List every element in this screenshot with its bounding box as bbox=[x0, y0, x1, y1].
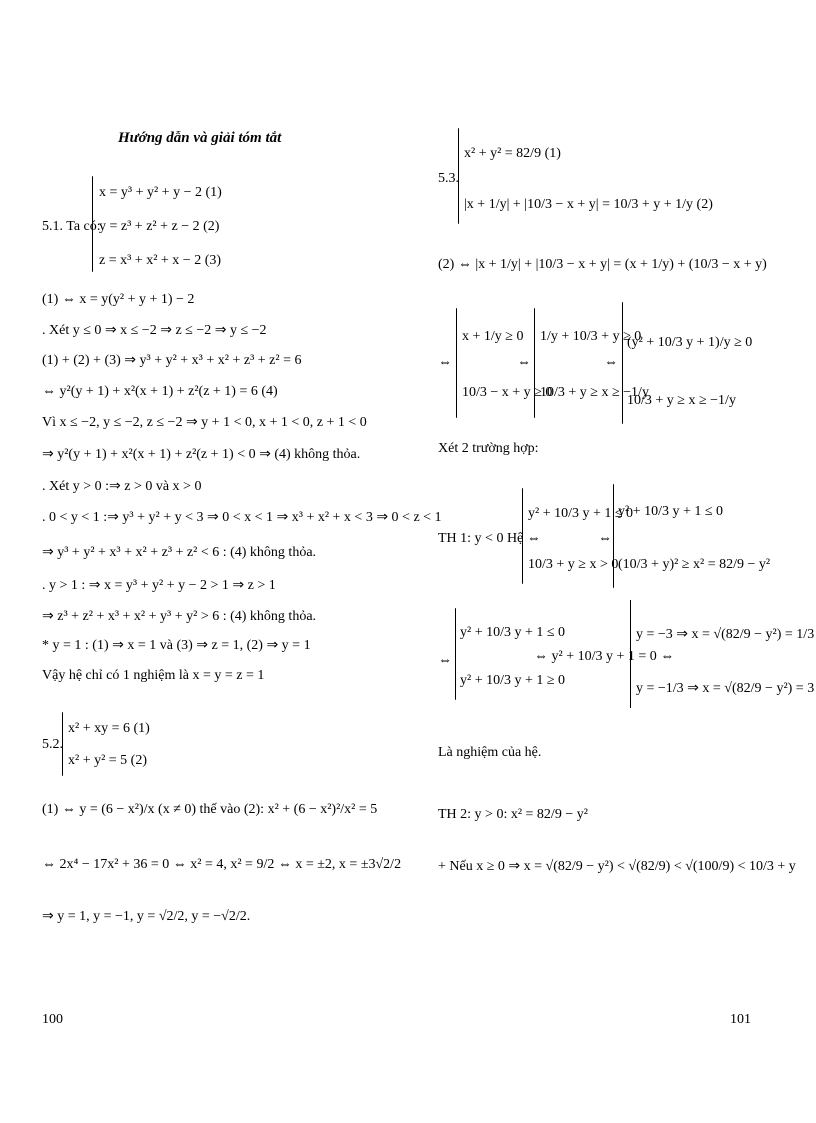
case-label: TH 2: y > 0: x² = 82/9 − y² bbox=[438, 807, 588, 822]
problem-5-1-label: 5.1. Ta có: bbox=[42, 219, 101, 234]
solution-line: ⇒ y²(y + 1) + x²(x + 1) + z²(z + 1) < 0 ⇒ (4) không thỏa. bbox=[42, 447, 361, 462]
system-eq: 10/3 + y ≥ x ≥ −1/y bbox=[540, 385, 649, 400]
solution-line: (1) ⇔ y = (6 − x²)/x (x ≠ 0) thế vào (2): x² + (6 − x²)²/x² = 5 bbox=[42, 802, 378, 817]
solution-line: + Nếu x ≥ 0 ⇒ x = √(82/9 − y²) < √(82/9) < √(100/9) < 10/3 + y bbox=[438, 859, 796, 874]
solution-line: ⇒ y = 1, y = −1, y = √2/2, y = −√2/2. bbox=[42, 909, 251, 924]
system-brace bbox=[534, 308, 535, 418]
system-brace bbox=[92, 176, 93, 272]
system-brace bbox=[458, 128, 459, 224]
system-brace bbox=[622, 302, 623, 424]
system-eq: x + 1/y ≥ 0 bbox=[462, 329, 524, 344]
system-eq: (10/3 + y)² ≥ x² = 82/9 − y² bbox=[618, 557, 771, 572]
section-line: Xét 2 trường hợp: bbox=[438, 441, 539, 456]
system-eq: y² + 10/3 y + 1 ≤ 0 bbox=[528, 506, 634, 521]
system-eq: |x + 1/y| + |10/3 − x + y| = 10/3 + y + 1/y (2) bbox=[464, 197, 713, 212]
solution-line: . Xét y ≤ 0 ⇒ x ≤ −2 ⇒ z ≤ −2 ⇒ y ≤ −2 bbox=[42, 323, 267, 338]
solution-line: ⇔ y²(y + 1) + x²(x + 1) + z²(z + 1) = 6 (4) bbox=[42, 384, 278, 399]
system-eq: 1/y + 10/3 + y ≥ 0 bbox=[540, 329, 642, 344]
system-eq: (y² + 10/3 y + 1)/y ≥ 0 bbox=[627, 335, 753, 350]
solution-case: y = −3 ⇒ x = √(82/9 − y²) = 1/3 bbox=[636, 627, 815, 642]
equivalence-symbol: ⇔ bbox=[438, 653, 452, 668]
case-label: TH 1: y < 0 Hệ ⇔ bbox=[438, 531, 541, 546]
equation-line: (2) ⇔ |x + 1/y| + |10/3 − x + y| = (x + 1/y) + (10/3 − x + y) bbox=[438, 257, 767, 272]
equivalence-symbol: ⇔ bbox=[598, 531, 612, 546]
solution-line: ⇒ y³ + y² + x³ + x² + z³ + z² < 6 : (4) không thỏa. bbox=[42, 545, 317, 560]
system-eq: y = z³ + z² + z − 2 (2) bbox=[99, 219, 220, 234]
problem-5-2-label: 5.2. bbox=[42, 737, 63, 752]
conclusion-line: Là nghiệm của hệ. bbox=[438, 745, 542, 760]
system-brace bbox=[456, 308, 457, 418]
system-brace bbox=[522, 488, 523, 584]
system-eq: y² + 10/3 y + 1 ≥ 0 bbox=[460, 673, 566, 688]
solution-line: . y > 1 : ⇒ x = y³ + y² + y − 2 > 1 ⇒ z > 1 bbox=[42, 578, 276, 593]
equivalence-symbol: ⇔ bbox=[604, 355, 618, 370]
system-eq: 10/3 + y ≥ x > 0 bbox=[528, 557, 619, 572]
equation-line: ⇔ y² + 10/3 y + 1 = 0 ⇔ bbox=[534, 649, 675, 664]
system-brace bbox=[613, 484, 614, 588]
solution-line: Vậy hệ chỉ có 1 nghiệm là x = y = z = 1 bbox=[42, 668, 265, 683]
solution-case: y = −1/3 ⇒ x = √(82/9 − y²) = 3 bbox=[636, 681, 815, 696]
system-eq: x² + xy = 6 (1) bbox=[68, 721, 150, 736]
page-number: 100 bbox=[42, 1012, 63, 1027]
solution-bracket bbox=[630, 600, 631, 708]
solution-line: (1) ⇔ x = y(y² + y + 1) − 2 bbox=[42, 292, 195, 307]
equivalence-symbol: ⇔ bbox=[517, 355, 531, 370]
solution-line: ⇒ z³ + z² + x³ + x² + y³ + y² > 6 : (4) không thỏa. bbox=[42, 609, 317, 624]
system-brace bbox=[62, 712, 63, 776]
page-number: 101 bbox=[730, 1012, 751, 1027]
system-eq: 10/3 − x + y ≥ 0 bbox=[462, 385, 553, 400]
system-eq: y² + 10/3 y + 1 ≤ 0 bbox=[460, 625, 566, 640]
solution-line: * y = 1 : (1) ⇒ x = 1 và (3) ⇒ z = 1, (2) ⇒ y = 1 bbox=[42, 638, 311, 653]
solution-line: . Xét y > 0 :⇒ z > 0 và x > 0 bbox=[42, 479, 202, 494]
system-eq: x² + y² = 82/9 (1) bbox=[464, 146, 561, 161]
solution-line: Vì x ≤ −2, y ≤ −2, z ≤ −2 ⇒ y + 1 < 0, x + 1 < 0, z + 1 < 0 bbox=[42, 415, 367, 430]
system-eq: y² + 10/3 y + 1 ≤ 0 bbox=[618, 504, 724, 519]
system-eq: 10/3 + y ≥ x ≥ −1/y bbox=[627, 393, 736, 408]
page-title: Hướng dẫn và giải tóm tắt bbox=[118, 130, 282, 146]
solution-line: (1) + (2) + (3) ⇒ y³ + y² + x³ + x² + z³ + z² = 6 bbox=[42, 353, 302, 368]
system-eq: x = y³ + y² + y − 2 (1) bbox=[99, 185, 222, 200]
solution-line: . 0 < y < 1 :⇒ y³ + y² + y < 3 ⇒ 0 < x < 1 ⇒ x³ + x² + x < 3 ⇒ 0 < z < 1 bbox=[42, 510, 442, 525]
system-eq: x² + y² = 5 (2) bbox=[68, 753, 148, 768]
problem-5-3-label: 5.3. bbox=[438, 171, 459, 186]
equivalence-symbol: ⇔ bbox=[438, 355, 452, 370]
solution-line: ⇔ 2x⁴ − 17x² + 36 = 0 ⇔ x² = 4, x² = 9/2 ⇔ x = ±2, x = ±3√2/2 bbox=[42, 857, 402, 872]
system-eq: z = x³ + x² + x − 2 (3) bbox=[99, 253, 222, 268]
system-brace bbox=[455, 608, 456, 700]
